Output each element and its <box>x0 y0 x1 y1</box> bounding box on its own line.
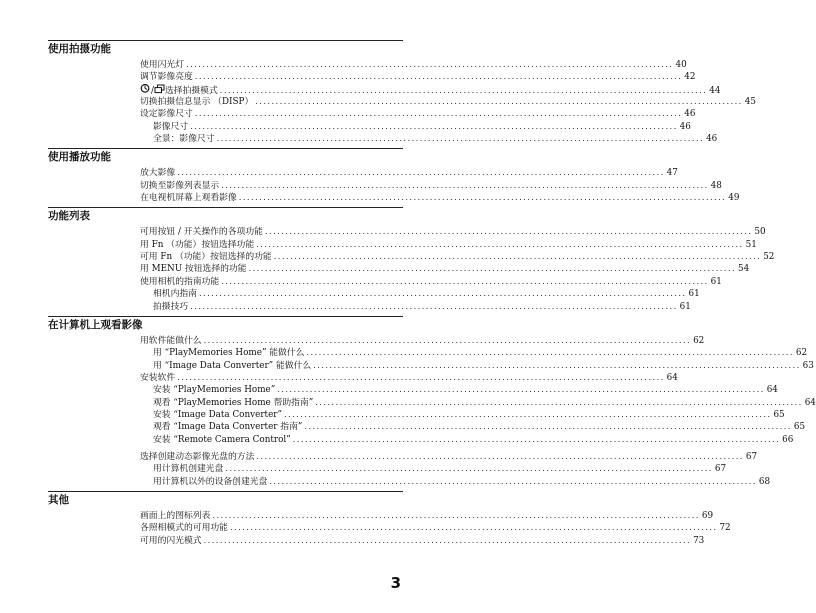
toc-entry[interactable] <box>140 371 678 383</box>
entry-title: 用 Fn （功能）按钮选择功能 <box>140 239 255 250</box>
entry-title: 放大影像 <box>140 168 176 179</box>
page-number: 3 <box>390 574 401 592</box>
toc-subentry[interactable] <box>140 132 718 145</box>
toc-subentry[interactable] <box>140 462 727 475</box>
leader-dots: ........................................................................................................................ <box>212 509 700 520</box>
page-ref: 42 <box>684 72 696 83</box>
page-ref: 67 <box>745 451 758 462</box>
page-ref: 68 <box>758 476 771 487</box>
toc-section <box>48 316 816 491</box>
entry-title-slash: / <box>151 85 154 96</box>
section-entries <box>48 224 775 315</box>
toc-entry[interactable] <box>140 250 775 263</box>
page-ref: 46 <box>679 121 691 132</box>
toc-section <box>48 491 731 550</box>
toc-entry[interactable] <box>140 238 757 250</box>
leader-dots: ........................................................................................................................ <box>194 71 683 82</box>
leader-dots: ........................................................................................................................ <box>269 475 757 486</box>
leader-dots: ........................................................................................................................ <box>190 300 678 311</box>
toc-entry[interactable] <box>140 334 705 346</box>
entry-title: 可用按钮 / 开关操作的各项功能 <box>140 227 263 238</box>
leader-dots: ........................................................................................................................ <box>256 450 744 461</box>
leader-dots: ........................................................................................................................ <box>203 334 692 345</box>
section-heading: 功能列表 <box>48 207 403 224</box>
section-entries <box>48 508 731 550</box>
toc-subentry[interactable] <box>140 287 700 300</box>
leader-dots: ........................................................................................................................ <box>177 167 665 178</box>
toc-entry[interactable] <box>140 191 740 204</box>
toc-entry[interactable] <box>140 509 714 521</box>
leader-dots: ........................................................................................................................ <box>203 534 692 545</box>
page-ref: 64 <box>804 397 816 408</box>
leader-dots: ........................................................................................................................ <box>313 359 801 370</box>
toc-subentry[interactable] <box>140 359 814 371</box>
toc-subentry[interactable] <box>140 475 771 487</box>
entry-title: 调节影像亮度 <box>140 72 193 83</box>
page-ref: 46 <box>706 134 718 145</box>
leader-dots: ........................................................................................................................ <box>194 108 683 119</box>
leader-dots: ........................................................................................................................ <box>199 288 687 299</box>
entry-title: 使用相机的指南功能 <box>140 276 220 287</box>
page-ref: 62 <box>795 348 808 359</box>
entry-title: 用 “PlayMemories Home” 能做什么 <box>153 348 305 359</box>
leader-dots: ........................................................................................................................ <box>264 226 753 237</box>
toc-subentry[interactable] <box>140 408 785 420</box>
leader-dots: ........................................................................................................................ <box>283 408 772 419</box>
toc-section <box>48 40 756 148</box>
leader-dots: ........................................................................................................................ <box>292 433 781 444</box>
page-ref: 61 <box>679 301 691 312</box>
entry-title: 使用闪光灯 <box>140 60 184 70</box>
page-ref: 46 <box>684 109 696 120</box>
toc-subentry[interactable] <box>140 433 794 445</box>
page-ref: 63 <box>802 360 814 371</box>
page-ref: 73 <box>693 535 705 546</box>
leader-dots: ........................................................................................................................ <box>221 179 709 190</box>
section-entries <box>48 165 740 207</box>
toc-entry[interactable] <box>140 225 766 238</box>
page-ref: 67 <box>714 464 727 475</box>
toc-entry[interactable] <box>140 534 705 546</box>
entry-title: 各照相模式的可用功能 <box>140 523 228 534</box>
page-ref: 50 <box>754 227 766 238</box>
toc-subentry[interactable] <box>140 300 691 312</box>
leader-dots: ........................................................................................................................ <box>277 384 765 395</box>
entry-title: 切换拍摄信息显示 （DISP） <box>140 97 254 108</box>
entry-title: 安装 “Image Data Converter” <box>153 409 282 420</box>
toc-entry[interactable] <box>140 166 678 179</box>
self-timer-icon <box>140 86 150 96</box>
page-ref: 45 <box>744 97 756 108</box>
page-ref: 54 <box>737 264 750 275</box>
toc-subentry[interactable] <box>140 396 816 408</box>
page-ref: 40 <box>675 60 687 70</box>
entry-title: 设定影像尺寸 <box>140 109 193 120</box>
entry-title: 用计算机创建光盘 <box>153 464 224 475</box>
entry-title: 用 MENU 按钮选择的功能 <box>140 264 247 275</box>
entry-title: 安装软件 <box>140 372 176 383</box>
entry-title: 观看 “Image Data Converter 指南” <box>153 422 303 433</box>
toc-section <box>48 148 740 207</box>
leader-dots: ........................................................................................................................ <box>177 371 665 382</box>
toc-entry[interactable] <box>140 107 696 120</box>
section-entries <box>48 57 756 148</box>
leader-dots: ........................................................................................................................ <box>304 421 792 432</box>
entry-title: 可用的闪光模式 <box>140 535 202 546</box>
page-ref: 64 <box>666 372 678 383</box>
toc-entry[interactable] <box>140 70 696 83</box>
section-heading: 使用播放功能 <box>48 148 403 165</box>
entry-title: 影像尺寸 <box>153 121 189 132</box>
entry-title: 安装 “PlayMemories Home” <box>153 385 276 396</box>
toc-entry[interactable] <box>140 179 722 191</box>
entry-title: 在电视机屏幕上观看影像 <box>140 193 237 204</box>
page-ref: 64 <box>766 385 778 396</box>
page-ref: 66 <box>782 434 794 445</box>
section-heading: 在计算机上观看影像 <box>48 316 403 333</box>
toc-entry[interactable] <box>140 450 758 462</box>
toc-subentry[interactable] <box>140 420 806 433</box>
toc-entry[interactable] <box>140 521 731 534</box>
toc-section <box>48 207 775 315</box>
section-heading: 其他 <box>48 491 403 508</box>
leader-dots: ........................................................................................................................ <box>216 133 705 144</box>
page-ref: 65 <box>793 422 806 433</box>
leader-dots: ........................................................................................................................ <box>238 192 727 203</box>
continuous-shooting-icon <box>154 84 165 98</box>
toc-subentry[interactable] <box>140 120 691 132</box>
page-ref: 52 <box>763 252 775 263</box>
page-ref: 72 <box>719 523 731 534</box>
leader-dots: ........................................................................................................................ <box>315 396 803 407</box>
page-ref: 49 <box>728 193 740 204</box>
entry-title-text: 选择拍摄模式 <box>164 85 218 96</box>
entry-title: 全景：影像尺寸 <box>153 134 215 145</box>
entry-title: 用软件能做什么 <box>140 335 202 346</box>
page-ref: 47 <box>666 168 678 179</box>
entry-title: 安装 “Remote Camera Control” <box>153 434 291 445</box>
entry-title: 用计算机以外的设备创建光盘 <box>153 476 268 487</box>
entry-title: 用 “Image Data Converter” 能做什么 <box>153 360 312 371</box>
entry-title: 观看 “PlayMemories Home 帮助指南” <box>153 397 314 408</box>
page-ref: 61 <box>710 276 722 287</box>
entry-title: 画面上的图标列表 <box>140 510 211 521</box>
leader-dots: ........................................................................................................................ <box>229 522 718 533</box>
leader-dots: ........................................................................................................................ <box>190 120 678 131</box>
entry-title: 切换至影像列表显示 <box>140 180 220 191</box>
section-entries <box>48 333 816 491</box>
entry-title: 可用 Fn （功能）按钮选择的功能 <box>140 252 272 263</box>
leader-dots: ........................................................................................................................ <box>306 347 794 358</box>
toc-entry[interactable] <box>140 83 721 96</box>
leader-dots: ........................................................................................................................ <box>248 263 736 274</box>
page-ref: 51 <box>745 239 757 250</box>
page-ref: 48 <box>710 180 722 191</box>
leader-dots: ........................................................................................................................ <box>221 275 709 286</box>
leader-dots: ........................................................................................................................ <box>273 251 762 262</box>
toc-entry[interactable] <box>140 262 750 275</box>
page-ref: 69 <box>701 510 714 521</box>
toc-subentry[interactable] <box>140 383 778 396</box>
entry-title: 拍摄技巧 <box>153 301 189 312</box>
toc-entry[interactable] <box>140 58 687 70</box>
leader-dots: ........................................................................................................................ <box>255 96 743 107</box>
leader-dots: ........................................................................................................................ <box>225 463 713 474</box>
leader-dots: ........................................................................................................................ <box>186 59 674 69</box>
page-ref: 61 <box>688 289 700 300</box>
page-ref: 44 <box>709 85 721 96</box>
table-of-contents <box>48 40 816 550</box>
leader-dots: ........................................................................................................................ <box>256 238 744 249</box>
page-ref: 62 <box>693 335 705 346</box>
page-ref: 65 <box>773 409 785 420</box>
entry-title: 选择创建动态影像光盘的方法 <box>140 451 255 462</box>
section-heading: 使用拍摄功能 <box>48 40 403 57</box>
toc-subentry[interactable] <box>140 346 808 359</box>
toc-entry[interactable] <box>140 95 756 108</box>
entry-title: 相机内指南 <box>153 289 197 300</box>
toc-entry[interactable] <box>140 275 722 287</box>
leader-dots: ........................................................................................................................ <box>219 84 708 95</box>
